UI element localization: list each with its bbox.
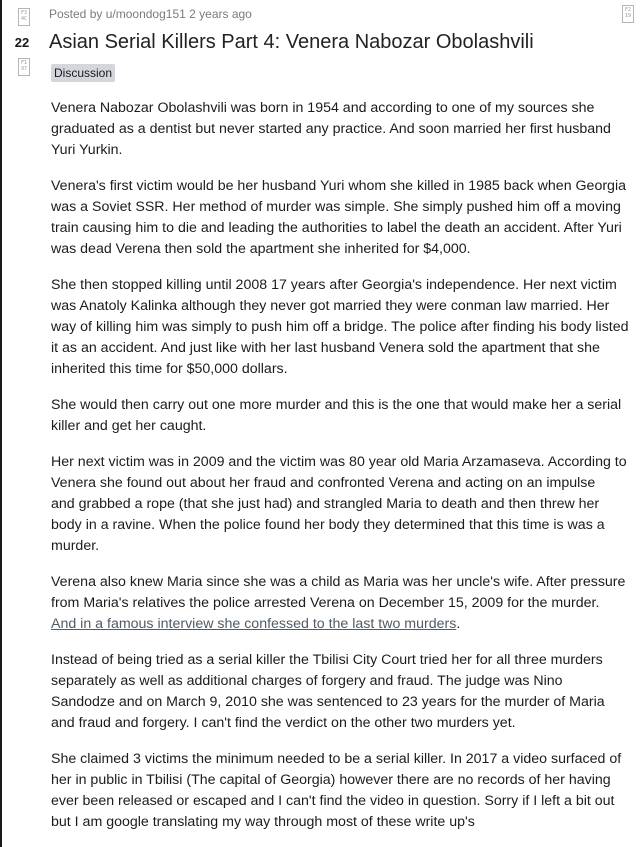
posted-by-label: Posted by: [49, 7, 103, 21]
paragraph: [51, 650, 631, 734]
text-line: train causing him to die and leading the authorities to label the death an accident. After Yuri: [51, 220, 622, 236]
text-line: murder.: [51, 538, 100, 554]
text-line: Venera's first victim would be her husband Yuri whom she killed in 1985 back when Georgia: [51, 178, 626, 194]
post-body: [51, 98, 631, 847]
paragraph: [51, 275, 631, 380]
text-line: body in a ravine. When the police found her body they determined that this time is was a: [51, 517, 605, 533]
text-line: and fraud and forgery. I can't find the verdict on the other two murders yet.: [51, 715, 516, 731]
text-line: graduated as a dentist but never started any practice. And soon married her first husband: [51, 121, 611, 137]
text-line: inherited this time for $50,000 dollars.: [51, 361, 288, 377]
text-line: and grabbed a rope (that she just had) and strangled Maria to death and then threw her: [51, 496, 600, 512]
upvote-icon[interactable]: [18, 8, 30, 26]
text-line-with-link: [51, 614, 631, 635]
text-line: her in public in Tbilisi (The capital of Georgia) however there are no records of her having: [51, 772, 611, 788]
text-line: but I am google translating my way through most of these write up's: [51, 814, 475, 830]
downvote-glyph-top: F1: [20, 60, 28, 66]
text-line: it as an accident. And just like with her last husband Venera sold the apartment that she: [51, 340, 600, 356]
link-suffix: .: [456, 616, 461, 632]
paragraph: [51, 572, 631, 635]
text-line: Venera she found out about her fraud and confronted Verena and acting on an impulse: [51, 475, 596, 491]
author-link[interactable]: u/moondog151: [105, 7, 186, 21]
text-line: Her next victim was in 2009 and the victim was 80 year old Maria Arzamaseva. According to: [51, 454, 627, 470]
more-options-icon[interactable]: [622, 5, 634, 23]
text-line: separately as well as additional charges of forgery and fraud. The judge was Nino: [51, 673, 563, 689]
paragraph: [51, 749, 631, 833]
paragraph: [51, 98, 631, 161]
text-line: was a Soviet SSR. Her method of murder was simple. She simply pushed him off a moving: [51, 199, 621, 215]
text-line: Verena also knew Maria since she was a child as Maria was her uncle's wife. After pressure: [51, 574, 626, 590]
more-glyph-top: F2: [624, 7, 632, 13]
text-line: from Maria's relatives the police arrested Verena on December 15, 2009 for the murder.: [51, 595, 600, 611]
text-line: She then stopped killing until 2008 17 years after Georgia's independence. Her next victim: [51, 277, 617, 293]
post-title[interactable]: Asian Serial Killers Part 4: Venera Nabozar Obolashvili: [49, 31, 534, 53]
text-line: Venera Nabozar Obolashvili was born in 1954 and according to one of my sources she: [51, 100, 595, 116]
text-line: was Anatoly Kalinka although they never got married they were conman law married. Her: [51, 298, 610, 314]
text-line: Sandodze and on March 9, 2010 she was sentenced to 23 years for the murder of Maria: [51, 694, 605, 710]
text-line: ever been released or escaped and I can't find the video in question. Sorry if I left a bit out: [51, 793, 615, 809]
text-line: killer and get her caught.: [51, 418, 207, 434]
more-glyph-bottom: 19: [624, 13, 632, 19]
paragraph: [51, 176, 631, 260]
downvote-glyph-bottom: 97: [20, 66, 28, 72]
flair-badge[interactable]: Discussion: [51, 64, 115, 82]
text-line: Instead of being tried as a serial killer the Tbilisi City Court tried her for all three murders: [51, 652, 603, 668]
post-timestamp[interactable]: 2 years ago: [189, 7, 252, 21]
paragraph: [51, 452, 631, 557]
text-line: Yuri Yurkin.: [51, 142, 123, 158]
vote-score: 22: [14, 35, 30, 50]
upvote-glyph-bottom: 4C: [20, 16, 28, 22]
post-meta: [49, 7, 252, 21]
upvote-glyph-top: F3: [20, 10, 28, 16]
paragraph: [51, 395, 631, 437]
interview-link[interactable]: And in a famous interview she confessed to the last two murders: [51, 616, 457, 632]
text-line: She claimed 3 victims the minimum needed to be a serial killer. In 2017 a video surfaced of: [51, 751, 622, 767]
text-line: was dead Verena then sold the apartment she inherited for $4,000.: [51, 241, 471, 257]
text-line: She would then carry out one more murder and this is the one that would make her a serial: [51, 397, 622, 413]
downvote-icon[interactable]: [18, 58, 30, 76]
text-line: way of killing him was simply to push him off a bridge. The police after finding his body listed: [51, 319, 629, 335]
